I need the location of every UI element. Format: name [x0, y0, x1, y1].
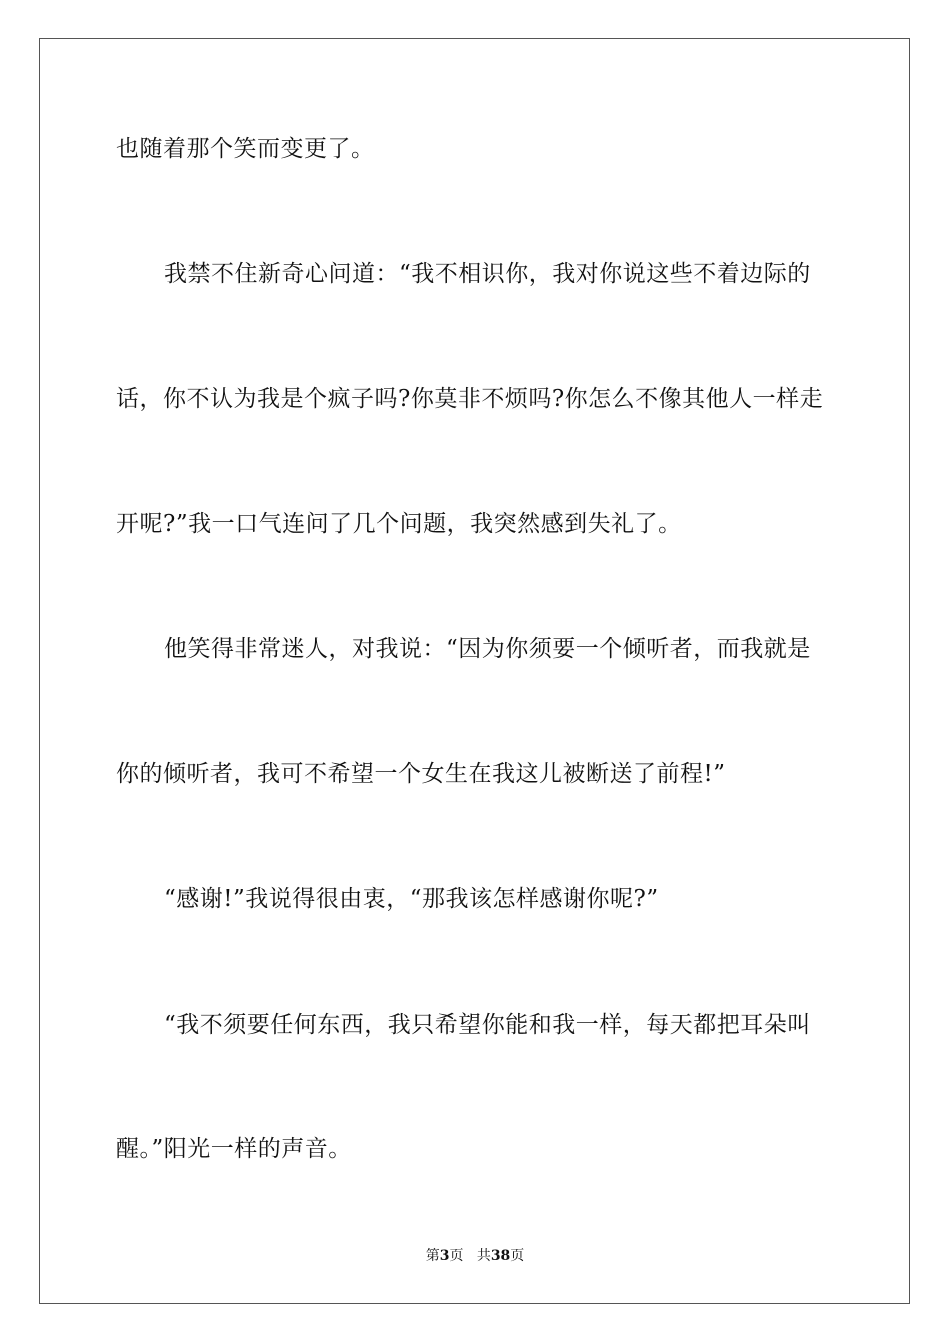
text-line-3: 话，你不认为我是个疯子吗?你莫非不烦吗?你怎么不像其他人一样走 — [116, 386, 824, 412]
text-line-1: 也随着那个笑而变更了。 — [116, 136, 375, 162]
text-line-7: “感谢!”我说得很由衷，“那我该怎样感谢你呢?” — [164, 886, 659, 912]
text-line-4: 开呢?”我一口气连问了几个问题，我突然感到失礼了。 — [116, 511, 682, 537]
footer-page-suffix: 页 — [449, 1248, 464, 1264]
footer-total-suffix: 页 — [510, 1248, 525, 1264]
footer-page-number: 3 — [439, 1248, 450, 1264]
footer-total-pages: 38 — [490, 1248, 511, 1264]
text-line-5: 他笑得非常迷人，对我说：“因为你须要一个倾听者，而我就是 — [164, 636, 811, 662]
text-line-2: 我禁不住新奇心问道：“我不相识你，我对你说这些不着边际的 — [164, 261, 811, 287]
page-footer — [0, 1246, 950, 1266]
footer-page-prefix: 第 — [425, 1248, 440, 1264]
text-line-8: “我不须要任何东西，我只希望你能和我一样，每天都把耳朵叫 — [164, 1012, 811, 1038]
text-line-6: 你的倾听者，我可不希望一个女生在我这儿被断送了前程!” — [116, 761, 726, 787]
footer-total-prefix: 共 — [476, 1248, 491, 1264]
text-line-9: 醒。”阳光一样的声音。 — [116, 1136, 352, 1162]
page-border — [39, 38, 910, 1304]
